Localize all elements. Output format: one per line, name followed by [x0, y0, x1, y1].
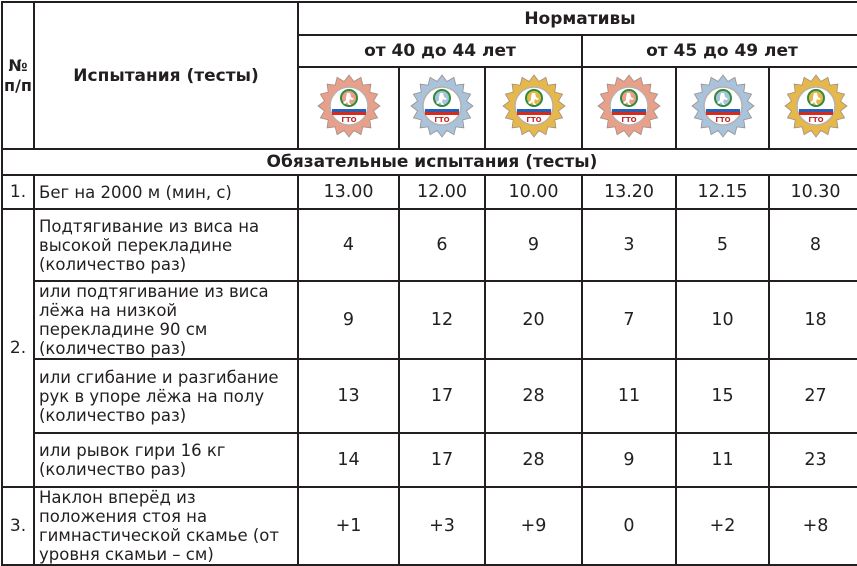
- value-cell: +1: [298, 487, 399, 565]
- value-cell: 15: [676, 359, 769, 433]
- value-cell: 0: [582, 487, 676, 565]
- test-name: или сгибание и разгибание рук в упоре лёжа на полу (количество раз): [34, 359, 298, 433]
- row-number: 3.: [2, 487, 34, 565]
- silver-gto-badge-icon: [690, 73, 756, 139]
- value-cell: 20: [485, 281, 582, 359]
- value-cell: +9: [485, 487, 582, 565]
- table-row: [2, 487, 857, 565]
- value-cell: 9: [485, 209, 582, 281]
- value-cell: 4: [298, 209, 399, 281]
- tests-header: Испытания (тесты): [34, 2, 298, 149]
- value-cell: 3: [582, 209, 676, 281]
- value-cell: 28: [485, 359, 582, 433]
- value-cell: 27: [769, 359, 857, 433]
- value-cell: +2: [676, 487, 769, 565]
- value-cell: 8: [769, 209, 857, 281]
- silver-gto-badge-icon: [409, 73, 475, 139]
- value-cell: 23: [769, 433, 857, 487]
- svg-text:ГТО: ГТО: [714, 116, 731, 124]
- value-cell: 12.15: [676, 175, 769, 209]
- table-row: [2, 433, 857, 487]
- test-name: Наклон вперёд из положения стоя на гимнастической скамье (от уровня скамьи – см): [34, 487, 298, 565]
- value-cell: +3: [399, 487, 485, 565]
- norms-header: Нормативы: [298, 2, 857, 35]
- table-row: [2, 209, 857, 281]
- bronze-gto-badge-icon: [596, 73, 662, 139]
- badge-cell: [769, 67, 857, 149]
- test-name: Бег на 2000 м (мин, с): [34, 175, 298, 209]
- table-row: [2, 281, 857, 359]
- value-cell: 11: [582, 359, 676, 433]
- table-row: [2, 175, 857, 209]
- age-group-45-49: от 45 до 49 лет: [582, 35, 857, 67]
- svg-text:ГТО: ГТО: [525, 116, 542, 124]
- value-cell: 11: [676, 433, 769, 487]
- gold-gto-badge-icon: [783, 73, 849, 139]
- value-cell: 13: [298, 359, 399, 433]
- value-cell: +8: [769, 487, 857, 565]
- table-row: [2, 359, 857, 433]
- value-cell: 5: [676, 209, 769, 281]
- value-cell: 10.00: [485, 175, 582, 209]
- value-cell: 17: [399, 433, 485, 487]
- svg-text:ГТО: ГТО: [621, 116, 637, 124]
- age-group-40-44: от 40 до 44 лет: [298, 35, 582, 67]
- section-row: [2, 149, 857, 175]
- value-cell: 7: [582, 281, 676, 359]
- value-cell: 14: [298, 433, 399, 487]
- num-header: № п/п: [2, 2, 34, 149]
- gold-gto-badge-icon: [501, 73, 567, 139]
- badge-cell: [676, 67, 769, 149]
- test-name: Подтягивание из виса на высокой перекладине (количество раз): [34, 209, 298, 281]
- value-cell: 13.20: [582, 175, 676, 209]
- section-title: Обязательные испытания (тесты): [2, 149, 857, 175]
- test-name: или рывок гири 16 кг (количество раз): [34, 433, 298, 487]
- value-cell: 10.30: [769, 175, 857, 209]
- value-cell: 9: [298, 281, 399, 359]
- value-cell: 10: [676, 281, 769, 359]
- gto-norms-table: [1, 1, 857, 566]
- value-cell: 28: [485, 433, 582, 487]
- badge-cell: [399, 67, 485, 149]
- value-cell: 12: [399, 281, 485, 359]
- value-cell: 6: [399, 209, 485, 281]
- bronze-gto-badge-icon: [316, 73, 382, 139]
- row-number: 2.: [2, 209, 34, 487]
- value-cell: 17: [399, 359, 485, 433]
- value-cell: 9: [582, 433, 676, 487]
- row-number: 1.: [2, 175, 34, 209]
- header-row-norms: [2, 2, 857, 35]
- test-name: или подтягивание из виса лёжа на низкой перекладине 90 см (количество раз): [34, 281, 298, 359]
- svg-text:ГТО: ГТО: [340, 116, 357, 124]
- badge-cell: [298, 67, 399, 149]
- svg-text:ГТО: ГТО: [434, 116, 450, 124]
- value-cell: 13.00: [298, 175, 399, 209]
- svg-text:ГТО: ГТО: [807, 116, 824, 124]
- value-cell: 18: [769, 281, 857, 359]
- badge-cell: [582, 67, 676, 149]
- badge-cell: [485, 67, 582, 149]
- value-cell: 12.00: [399, 175, 485, 209]
